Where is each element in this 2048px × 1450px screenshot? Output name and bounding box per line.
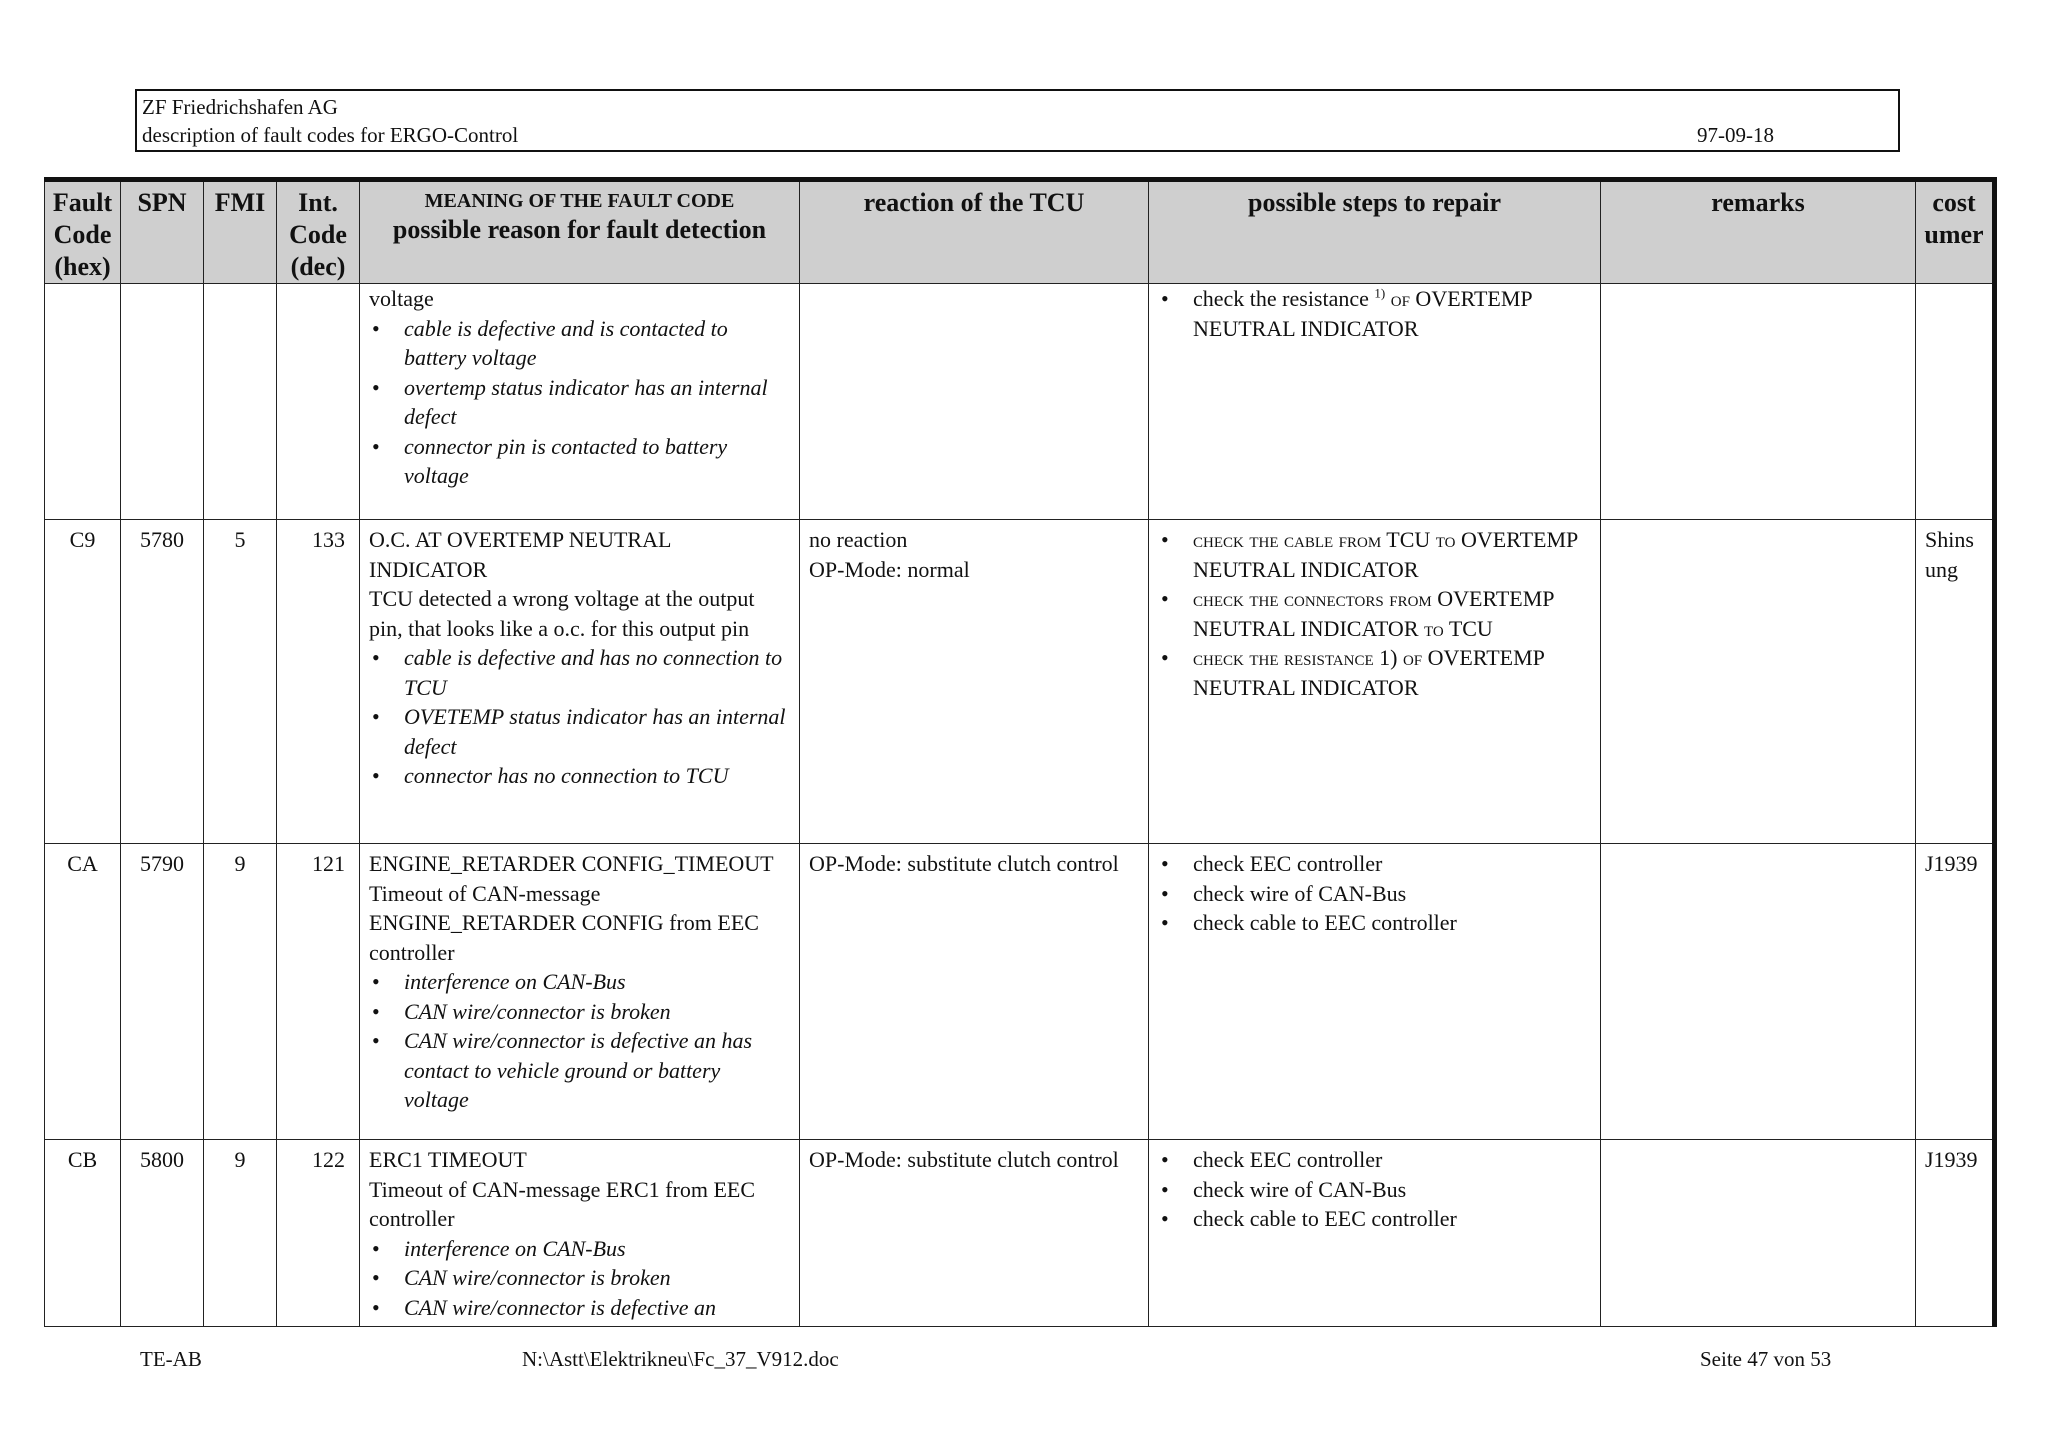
fault-description: Timeout of CAN-message ERC1 from EEC controller	[369, 1176, 755, 1231]
cell-meaning	[360, 844, 800, 1140]
cell-fmi: 5	[204, 520, 277, 844]
reason-list	[369, 643, 790, 791]
cell-int-code: 133	[277, 520, 360, 844]
step-item: • check the resistance $^{1)}$ of OVERTEMP NEUTRAL INDICATOR	[1158, 284, 1591, 343]
col-meaning	[360, 180, 800, 284]
step-item: • check wire of CAN-Bus	[1158, 1175, 1591, 1205]
reaction-line: no reaction	[809, 527, 908, 552]
fault-title: O.C. AT OVERTEMP NEUTRAL INDICATOR	[369, 527, 671, 582]
reason-item: • connector has no connection to TCU	[369, 761, 790, 791]
footer-department: TE-AB	[140, 1347, 202, 1371]
table-row	[45, 844, 1995, 1140]
reason-item: • interference on CAN-Bus	[369, 967, 790, 997]
step-item: • check the resistance 1) of OVERTEMP NEUTRAL INDICATOR	[1158, 643, 1591, 702]
step-item: • check cable to EEC controller	[1158, 1204, 1591, 1234]
document-header	[135, 89, 1900, 152]
document-description: description of fault codes for ERGO-Control	[142, 123, 519, 147]
reason-list	[369, 1234, 790, 1323]
footer-page-number: Seite 47 von 53	[1700, 1347, 1832, 1371]
footer-file-path: N:\Astt\Elektrikneu\Fc_37_V912.doc	[522, 1347, 839, 1371]
reason-item: • CAN wire/connector is broken	[369, 997, 790, 1027]
reason-item: • OVETEMP status indicator has an internal defect	[369, 702, 790, 761]
cell-remarks	[1601, 520, 1916, 844]
step-item: • check EEC controller	[1158, 849, 1591, 879]
cell-meaning	[360, 1140, 800, 1327]
cell-spn: 5790	[121, 844, 204, 1140]
col-meaning-subtitle: possible reason for fault detection	[392, 215, 767, 244]
cell-fault-code	[45, 284, 121, 520]
step-item: • check the cable from TCU to OVERTEMP NEUTRAL INDICATOR	[1158, 525, 1591, 584]
cell-int-code	[277, 284, 360, 520]
col-fmi: FMI	[204, 180, 277, 284]
cell-customer: J1939	[1916, 844, 1995, 1140]
reaction-line: OP-Mode: normal	[809, 556, 970, 582]
cell-fault-code: CA	[45, 844, 121, 1140]
reason-list	[369, 314, 790, 491]
reaction-line: OP-Mode: substitute clutch control	[809, 1147, 1119, 1172]
reason-item: • overtemp status indicator has an internal defect	[369, 373, 790, 432]
fault-description: Timeout of CAN-message ENGINE_RETARDER CONFIG from EEC controller	[369, 880, 759, 965]
company-name: ZF Friedrichshafen AG	[142, 95, 338, 119]
cell-customer: J1939	[1916, 1140, 1995, 1327]
fault-code-table	[44, 177, 1997, 1327]
cell-fmi	[204, 284, 277, 520]
step-item: • check the connectors from OVERTEMP NEUTRAL INDICATOR to TCU	[1158, 584, 1591, 643]
cell-spn	[121, 284, 204, 520]
cell-steps	[1149, 1140, 1601, 1327]
cell-reaction	[800, 844, 1149, 1140]
cell-meaning	[360, 520, 800, 844]
step-item: • check wire of CAN-Bus	[1158, 879, 1591, 909]
cell-fault-code: C9	[45, 520, 121, 844]
cell-fault-code: CB	[45, 1140, 121, 1327]
cell-steps	[1149, 844, 1601, 1140]
reason-item: • CAN wire/connector is broken	[369, 1263, 790, 1293]
reason-item: • connector pin is contacted to battery voltage	[369, 432, 790, 491]
cell-customer: Shins ung	[1916, 520, 1995, 844]
cell-steps	[1149, 520, 1601, 844]
col-int-code: Int. Code (dec)	[277, 180, 360, 284]
col-customer: cost umer	[1916, 180, 1995, 284]
step-item: • check cable to EEC controller	[1158, 908, 1591, 938]
cell-reaction	[800, 284, 1149, 520]
document-date: 97-09-18	[1697, 123, 1774, 147]
col-remarks: remarks	[1601, 180, 1916, 284]
cell-customer	[1916, 284, 1995, 520]
reason-item: • CAN wire/connector is defective an	[369, 1293, 790, 1323]
cell-spn: 5780	[121, 520, 204, 844]
cell-remarks	[1601, 284, 1916, 520]
cell-reaction	[800, 520, 1149, 844]
col-fault-code: Fault Code (hex)	[45, 180, 121, 284]
fault-description: TCU detected a wrong voltage at the output pin, that looks like a o.c. for this output pin	[369, 586, 755, 641]
table-header-row	[45, 180, 1995, 284]
steps-list	[1158, 284, 1591, 343]
cell-int-code: 121	[277, 844, 360, 1140]
cell-meaning	[360, 284, 800, 520]
col-spn: SPN	[121, 180, 204, 284]
table-row	[45, 284, 1995, 520]
reason-item: • cable is defective and has no connection to TCU	[369, 643, 790, 702]
cell-reaction	[800, 1140, 1149, 1327]
reason-item: • CAN wire/connector is defective an has contact to vehicle ground or battery voltage	[369, 1026, 790, 1115]
reaction-line: OP-Mode: substitute clutch control	[809, 851, 1119, 876]
cell-steps	[1149, 284, 1601, 520]
steps-list	[1158, 525, 1591, 702]
step-item: • check EEC controller	[1158, 1145, 1591, 1175]
cell-fmi: 9	[204, 844, 277, 1140]
cell-int-code: 122	[277, 1140, 360, 1327]
reason-item: • cable is defective and is contacted to battery voltage	[369, 314, 790, 373]
steps-list	[1158, 1145, 1591, 1234]
meaning-text: voltage	[369, 286, 434, 311]
col-steps: possible steps to repair	[1149, 180, 1601, 284]
fault-title: ERC1 TIMEOUT	[369, 1147, 527, 1172]
cell-fmi: 9	[204, 1140, 277, 1327]
table-row	[45, 1140, 1995, 1327]
reason-item: • interference on CAN-Bus	[369, 1234, 790, 1264]
fault-title: ENGINE_RETARDER CONFIG_TIMEOUT	[369, 851, 774, 876]
reason-list	[369, 967, 790, 1115]
col-reaction: reaction of the TCU	[800, 180, 1149, 284]
cell-spn: 5800	[121, 1140, 204, 1327]
cell-remarks	[1601, 1140, 1916, 1327]
col-meaning-title: MEANING OF THE FAULT CODE	[424, 190, 735, 212]
steps-list	[1158, 849, 1591, 938]
cell-remarks	[1601, 844, 1916, 1140]
table-row	[45, 520, 1995, 844]
